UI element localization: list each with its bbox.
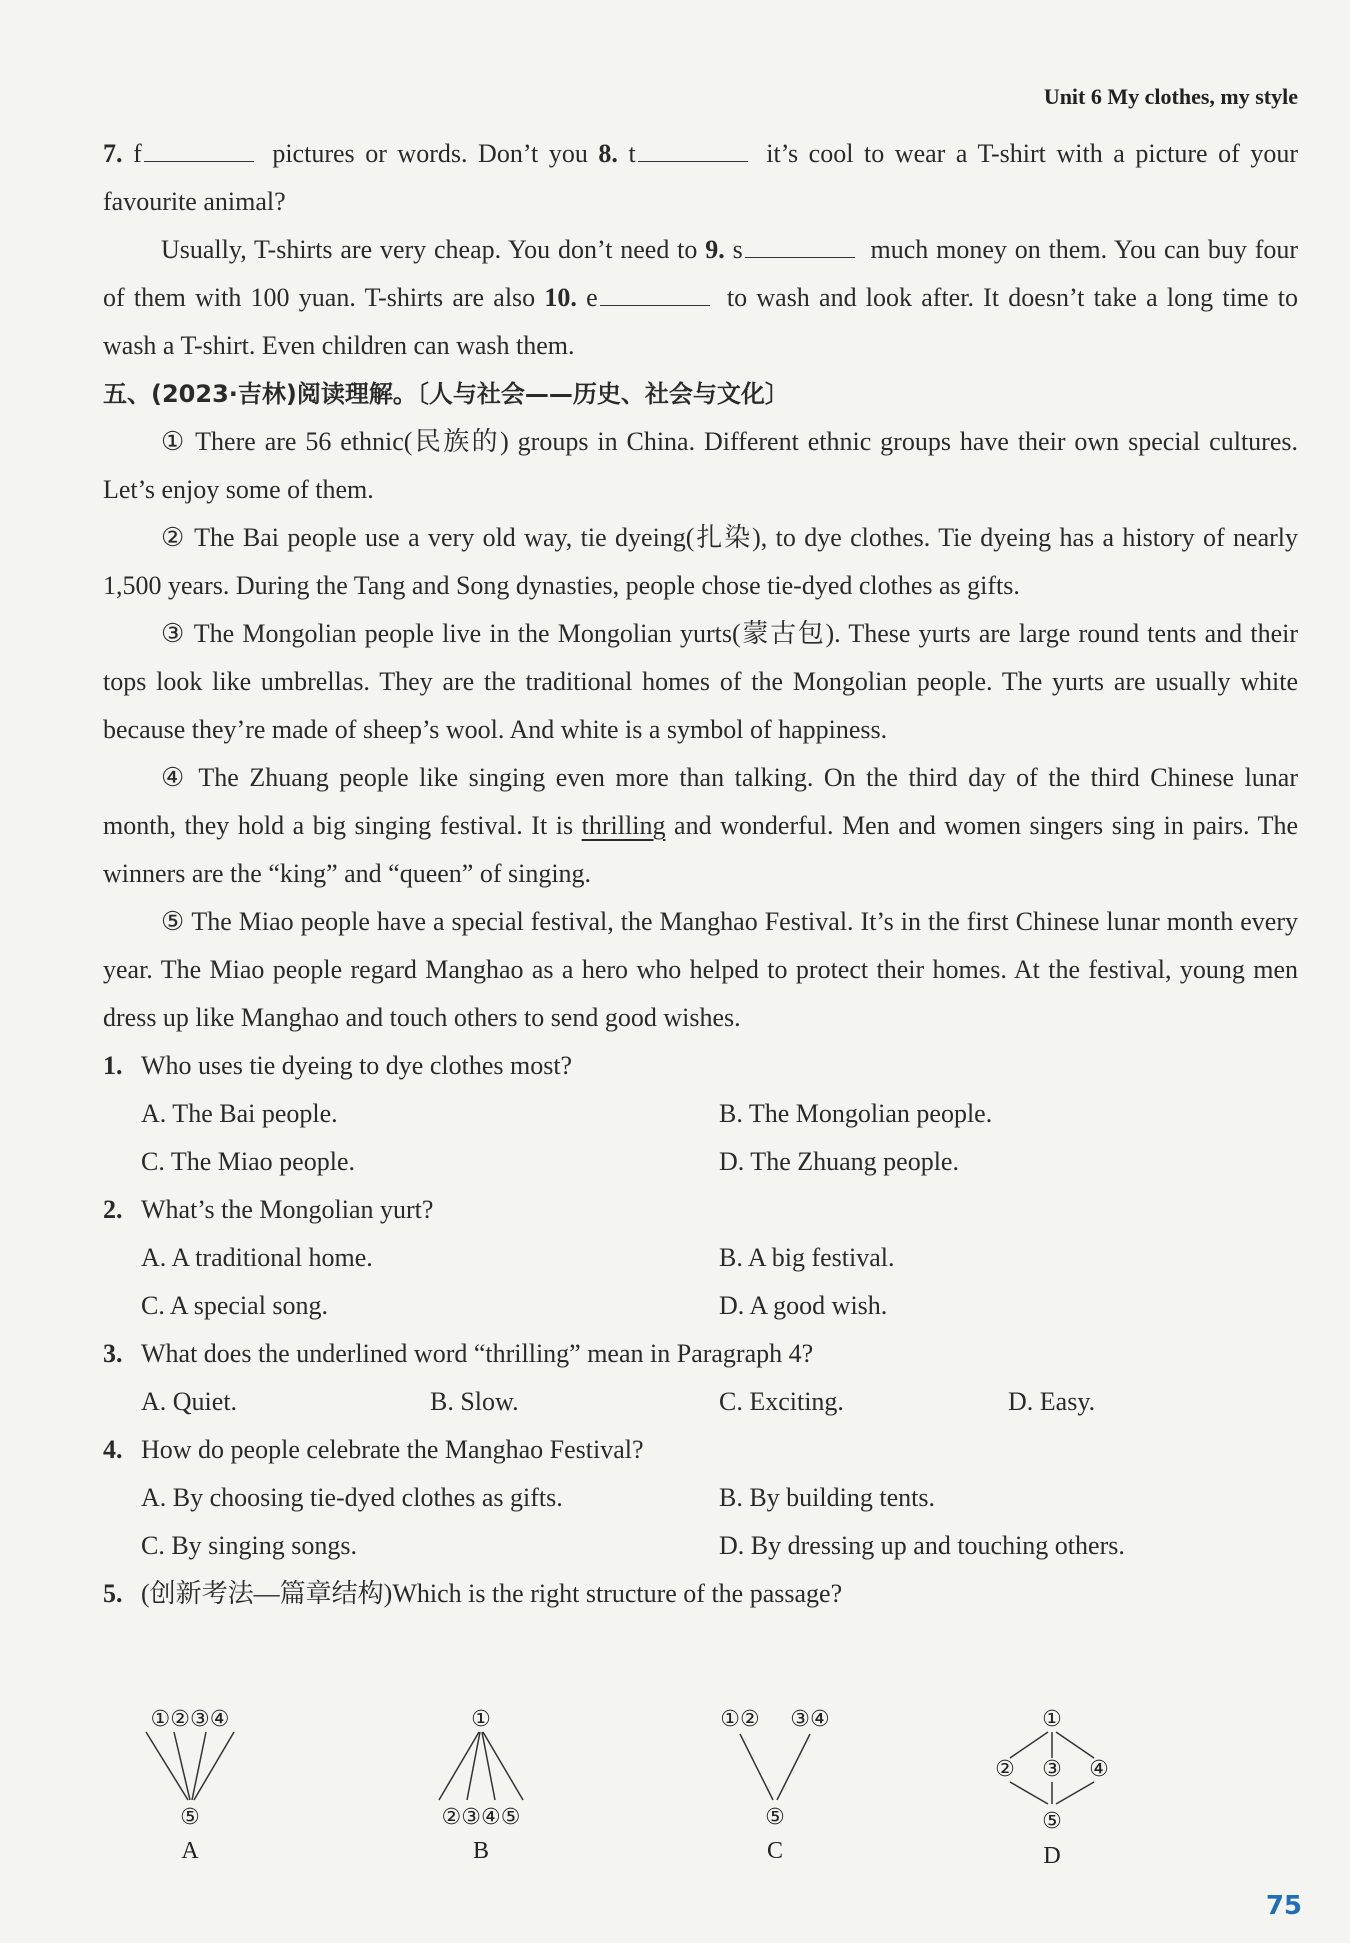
diagram-c[interactable] <box>710 1700 850 1864</box>
question-text: Who uses tie dyeing to dye clothes most? <box>141 1051 573 1080</box>
option-c[interactable]: C. Exciting. <box>719 1387 844 1416</box>
question-text: What does the underlined word “thrilling” mean in Paragraph 4? <box>141 1339 814 1368</box>
option-c[interactable]: C. By singing songs. <box>141 1531 357 1560</box>
diagram-d-mid-left: ② <box>995 1757 1015 1782</box>
question-number: 5. <box>103 1579 123 1608</box>
blank-number-9: 9. <box>705 235 725 264</box>
option-d[interactable]: D. Easy. <box>1008 1387 1096 1416</box>
option-c[interactable]: C. A special song. <box>141 1291 329 1320</box>
diagram-a-label: A <box>181 1838 199 1864</box>
option-d[interactable]: D. By dressing up and touching others. <box>719 1531 1125 1560</box>
diagram-d-mid-center: ③ <box>1042 1757 1062 1782</box>
section-tag: 〔人与社会——历史、社会与文化〕 <box>416 380 789 408</box>
question-4 <box>103 1426 1298 1474</box>
diagram-d-label: D <box>1043 1843 1061 1869</box>
option-d[interactable]: D. The Zhuang people. <box>719 1147 959 1176</box>
page-content <box>103 130 1298 1618</box>
passage-paragraph-2: ② The Bai people use a very old way, tie dyeing(扎染), to dye clothes. Tie dyeing has a history of nearly 1,500 years. During the Tang and Song dynasties, people chose tie-dyed clothes as gifts. <box>103 523 1298 600</box>
blank-number-8: 8. <box>598 139 618 168</box>
page-number: 75 <box>1265 1891 1302 1921</box>
option-a[interactable]: A. A traditional home. <box>141 1243 373 1272</box>
option-b[interactable]: B. The Mongolian people. <box>719 1099 993 1128</box>
cloze-paragraph-1 <box>103 130 1298 226</box>
options-3 <box>103 1378 1298 1426</box>
cloze-paragraph-2 <box>103 226 1298 370</box>
diagram-b[interactable] <box>425 1700 545 1864</box>
passage-paragraph-3: ③ The Mongolian people live in the Mongolian yurts(蒙古包). These yurts are large round tents and their tops look like umbrellas. They are the traditional homes of the Mongolian people. The yurts are usually white because they’re made of sheep’s wool. And white is a symbol of happiness. <box>103 619 1298 744</box>
diagram-a-top: ①②③④ <box>150 1707 230 1732</box>
passage-paragraph-1: ① There are 56 ethnic(民族的) groups in China. Different ethnic groups have their own special cultures. Let’s enjoy some of them. <box>103 427 1298 504</box>
answer-blank-9[interactable] <box>745 233 855 258</box>
question-text: How do people celebrate the Manghao Festival? <box>141 1435 644 1464</box>
options-2 <box>103 1234 1298 1330</box>
answer-blank-8[interactable] <box>638 137 748 162</box>
section-label: 五、(2023·吉林)阅读理解。 <box>103 380 417 408</box>
question-5 <box>103 1570 1298 1618</box>
diagram-c-label: C <box>766 1838 784 1864</box>
section-title <box>103 370 1298 418</box>
option-d[interactable]: D. A good wish. <box>719 1291 888 1320</box>
question-number: 2. <box>103 1195 123 1224</box>
option-a[interactable]: A. Quiet. <box>141 1387 238 1416</box>
answer-blank-7[interactable] <box>144 137 254 162</box>
question-number: 3. <box>103 1339 123 1368</box>
structure-diagrams <box>120 1700 1120 1870</box>
question-2 <box>103 1186 1298 1234</box>
option-b[interactable]: B. By building tents. <box>719 1483 935 1512</box>
option-b[interactable]: B. Slow. <box>430 1387 519 1416</box>
cloze-text: Usually, T-shirts are very cheap. You don’t need to <box>161 235 698 264</box>
passage-text: and wonderful. Men and women singers sing in pairs. The winners are the “king” and “queen” of singing. <box>103 811 1299 888</box>
diagram-b-bottom: ②③④⑤ <box>441 1805 521 1830</box>
question-text: (创新考法—篇章结构)Which is the right structure of the passage? <box>141 1579 843 1608</box>
question-3 <box>103 1330 1298 1378</box>
question-number: 1. <box>103 1051 123 1080</box>
diagram-d[interactable] <box>990 1700 1120 1870</box>
unit-header: Unit 6 My clothes, my style <box>1043 84 1298 109</box>
cloze-text: pictures or words. Don’t you <box>272 139 588 168</box>
diagram-c-bottom: ⑤ <box>765 1805 785 1830</box>
blank-letter-10: e <box>586 283 598 312</box>
passage-text: ④ The Zhuang people like singing even more than talking. On the third day of the third Chinese lunar month, they hold a big singing festival. It is <box>103 763 1298 840</box>
diagram-d-top: ① <box>1042 1707 1062 1732</box>
options-1 <box>103 1090 1298 1186</box>
blank-letter-8: t <box>628 139 636 168</box>
blank-number-7: 7. <box>103 139 123 168</box>
blank-letter-9: s <box>732 235 743 264</box>
passage-paragraph-4 <box>103 754 1298 898</box>
diagram-b-top: ① <box>471 1707 491 1732</box>
answer-blank-10[interactable] <box>600 281 710 306</box>
question-text: What’s the Mongolian yurt? <box>141 1195 434 1224</box>
cloze-text: it’s cool to wear a T-shirt with a picture of your favourite animal? <box>103 139 1299 216</box>
blank-number-10: 10. <box>544 283 577 312</box>
options-4 <box>103 1474 1298 1570</box>
option-b[interactable]: B. A big festival. <box>719 1243 895 1272</box>
option-c[interactable]: C. The Miao people. <box>141 1147 355 1176</box>
diagram-d-mid-right: ④ <box>1089 1757 1109 1782</box>
passage-paragraph-5: ⑤ The Miao people have a special festival, the Manghao Festival. It’s in the first Chinese lunar month every year. The Miao people regard Manghao as a hero who helped to protect their homes. At the festival, young men dress up like Manghao and touch others to send good wishes. <box>103 907 1298 1032</box>
cloze-text: much money on them. You can buy four of them with 100 yuan. T-shirts are also <box>103 235 1299 312</box>
diagram-a-bottom: ⑤ <box>180 1805 200 1830</box>
option-a[interactable]: A. The Bai people. <box>141 1099 338 1128</box>
diagram-c-top-right: ③④ <box>790 1707 830 1732</box>
question-1 <box>103 1042 1298 1090</box>
question-number: 4. <box>103 1435 123 1464</box>
diagram-d-bottom: ⑤ <box>1042 1809 1062 1834</box>
cloze-text: to wash and look after. It doesn’t take a long time to wash a T-shirt. Even children can wash them. <box>103 283 1299 360</box>
option-a[interactable]: A. By choosing tie-dyed clothes as gifts. <box>141 1483 563 1512</box>
diagram-a[interactable] <box>130 1700 250 1864</box>
diagram-b-label: B <box>472 1838 490 1864</box>
underlined-word: thrilling <box>581 811 666 840</box>
diagram-c-top-left: ①② <box>720 1707 760 1732</box>
blank-letter-7: f <box>133 139 142 168</box>
